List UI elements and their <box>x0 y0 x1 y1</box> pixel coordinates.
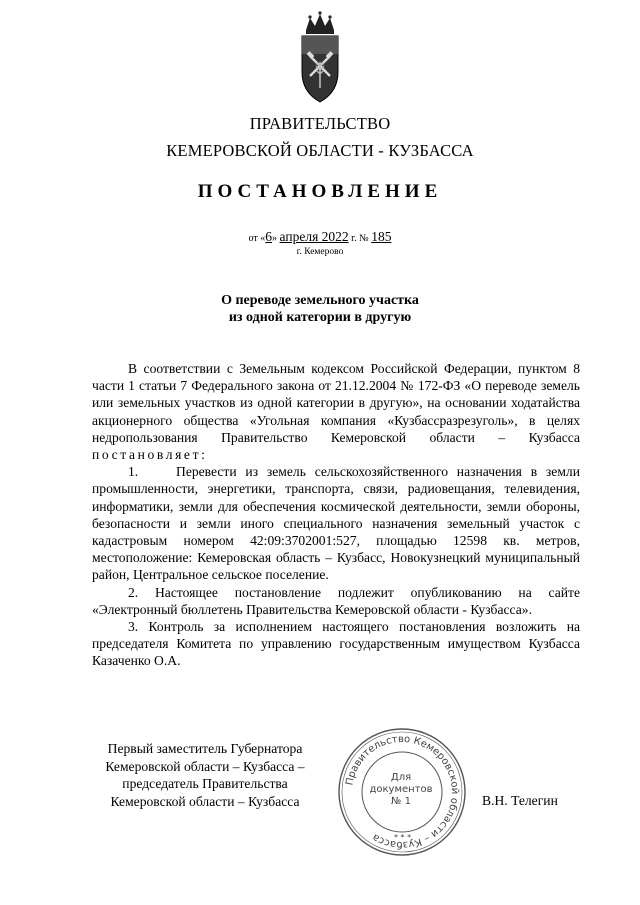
item-2-paragraph: 2. Настоящее постановление подлежит опубликованию на сайте «Электронный бюллетень Правительства Кемеровской области - Кузбасса». <box>92 584 580 617</box>
signer-title-line-3: председатель Правительства <box>122 776 288 792</box>
signer-name: В.Н. Телегин <box>482 793 558 808</box>
subject-line-1: О переводе земельного участка <box>221 293 419 308</box>
org-name-line-1: ПРАВИТЕЛЬСТВО <box>249 114 391 133</box>
preamble-text: В соответствии с Земельным кодексом Российской Федерации, пунктом 8 части 1 статьи 7 Федерального закона от 21.12.2004 № 172-ФЗ «О переводе земель или земельных участков из одной категории в другую», на основании ходатайства акционерного общества «Угольная компания «Кузбассразрезуголь», в целях недропользования Правительство Кемеровской области – Кузбасса <box>92 361 580 445</box>
coat-of-arms-icon <box>298 10 342 108</box>
document-body <box>92 360 580 670</box>
stamp-inner-line-2: документов <box>369 784 433 795</box>
stamp-inner-text <box>356 772 446 808</box>
item-1-text: Перевести из земель сельскохозяйственного назначения в земли промышленности, энергетики, транспорта, связи, радиовещания, телевидения, информатики, земли для обеспечения космической деятельности, земли обороны, безопасности и земли иного специального назначения земельный участок с кадастровым номером 42:09:3702001:527, площадью 12598 кв. метров, местоположение: Кемеровская область – Кузбасс, Новокузнецкий муниципальный район, Центральное сельское поселение. <box>92 464 580 583</box>
date-mid: » <box>272 233 278 244</box>
city: г. Кемерово <box>296 247 344 257</box>
item-1-paragraph <box>92 463 580 583</box>
subject-line-2: из одной категории в другую <box>228 310 412 325</box>
decree-word: постановляет: <box>92 447 208 463</box>
year-suffix: г. <box>351 233 357 244</box>
date-day: 6 <box>265 229 273 244</box>
item-3-paragraph: 3. Контроль за исполнением настоящего постановления возложить на председателя Комитета по управлению государственным имуществом Кузбасса Казаченко О.А. <box>92 619 580 669</box>
stamp-ring-text: Правительство Кемеровской области – Кузбасса <box>344 733 461 851</box>
item-1-number: 1. <box>128 464 139 480</box>
signer-title <box>86 740 324 810</box>
date-month-year: апреля 2022 <box>279 229 349 244</box>
signer-title-line-1: Первый заместитель Губернатора <box>107 741 303 756</box>
stamp-inner-line-3: № 1 <box>391 796 411 807</box>
org-name-line-2: КЕМЕРОВСКОЙ ОБЛАСТИ - КУЗБАССА <box>166 141 474 160</box>
document-number: 185 <box>371 229 392 244</box>
signer-title-line-4: Кемеровской области – Кузбасса <box>110 793 300 809</box>
date-prefix: от « <box>248 233 266 244</box>
date-number-line <box>0 229 640 245</box>
stamp-stars: * * * <box>394 833 412 842</box>
signer-title-line-2: Кемеровской области – Кузбасса – <box>105 758 305 774</box>
stamp-inner-line-1: Для <box>390 772 412 783</box>
document-type: ПОСТАНОВЛЕНИЕ <box>197 181 443 202</box>
number-prefix: № <box>359 233 369 244</box>
preamble-paragraph <box>92 360 580 463</box>
